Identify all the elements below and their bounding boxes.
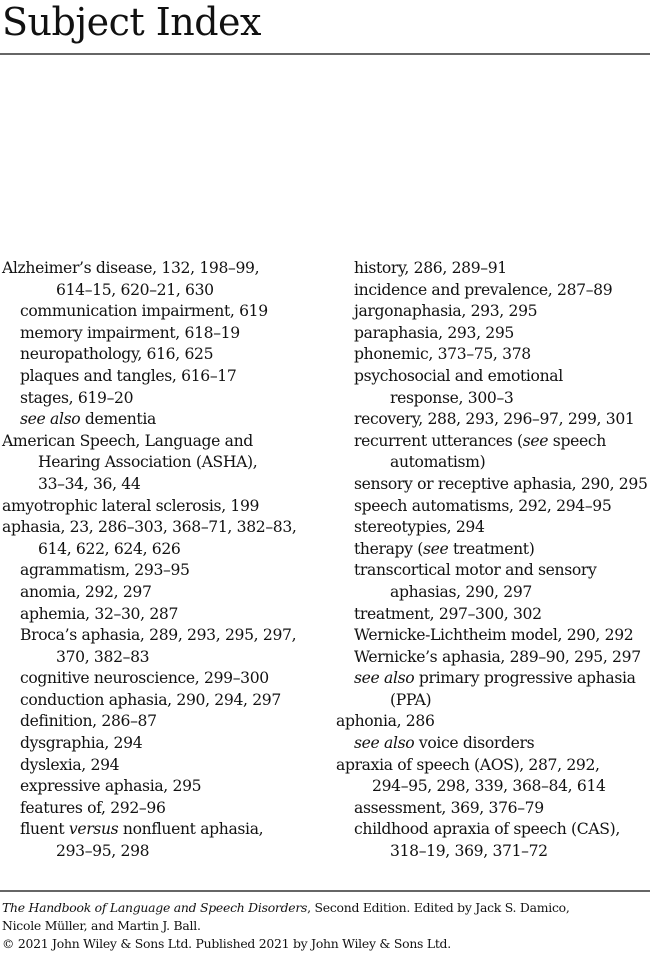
index-text: 33–34, 36, 44 xyxy=(38,474,141,493)
index-subheading xyxy=(2,755,322,777)
index-entry xyxy=(2,668,322,690)
index-text: primary progressive aphasia xyxy=(414,669,636,688)
index-entry-continuation xyxy=(2,474,322,496)
index-text: stages, 619–20 xyxy=(20,388,134,407)
index-text: Wernicke’s aphasia, 289–90, 295, 297 xyxy=(354,647,641,666)
index-subheading xyxy=(2,409,322,431)
index-subheading xyxy=(2,668,322,690)
cross-reference-term: see xyxy=(522,431,549,450)
index-entry xyxy=(2,409,322,431)
index-entry xyxy=(2,431,322,496)
index-text: anomia, 292, 297 xyxy=(20,582,152,601)
index-main-heading xyxy=(2,431,322,453)
index-text: expressive aphasia, 295 xyxy=(20,777,202,796)
title-divider xyxy=(0,53,650,55)
index-entry xyxy=(336,647,648,669)
footer-copyright: © 2021 John Wiley & Sons Ltd. Published 2021 by John Wiley & Sons Ltd. xyxy=(2,936,451,951)
index-text: conduction aphasia, 290, 294, 297 xyxy=(20,690,281,709)
index-main-heading xyxy=(2,496,322,518)
cross-reference-term: see xyxy=(422,539,449,558)
index-text: aphonia, 286 xyxy=(336,712,435,731)
index-entry xyxy=(2,388,322,410)
index-entry xyxy=(2,560,322,582)
index-entry xyxy=(336,539,648,561)
index-entry xyxy=(336,366,648,409)
index-entry xyxy=(336,258,648,280)
cross-reference-term: see also xyxy=(20,410,81,429)
index-text: childhood apraxia of speech (CAS), xyxy=(354,820,620,839)
index-entry xyxy=(336,604,648,626)
index-subheading xyxy=(2,733,322,755)
footer-divider xyxy=(0,890,650,892)
index-text: paraphasia, 293, 295 xyxy=(354,323,514,342)
index-text: 293–95, 298 xyxy=(56,842,150,861)
index-text: Broca’s aphasia, 289, 293, 295, 297, xyxy=(20,626,297,645)
index-text: 370, 382–83 xyxy=(56,647,150,666)
index-text: amyotrophic lateral sclerosis, 199 xyxy=(2,496,260,515)
cross-reference-term: versus xyxy=(68,820,119,839)
index-text: 294–95, 298, 339, 368–84, 614 xyxy=(372,777,606,796)
index-entry xyxy=(336,668,648,711)
index-text: voice disorders xyxy=(414,734,535,753)
book-title: The Handbook of Language and Speech Disorders xyxy=(2,900,308,915)
index-entry xyxy=(336,496,648,518)
index-text: history, 286, 289–91 xyxy=(354,259,507,277)
index-entry xyxy=(336,344,648,366)
index-subheading xyxy=(2,711,322,733)
index-text: memory impairment, 618–19 xyxy=(20,323,240,342)
index-entry xyxy=(336,431,648,474)
index-text: dysgraphia, 294 xyxy=(20,734,143,753)
index-text: speech xyxy=(548,431,606,450)
index-text: assessment, 369, 376–79 xyxy=(354,798,544,817)
index-text: 318–19, 369, 371–72 xyxy=(390,842,548,861)
index-text: treatment, 297–300, 302 xyxy=(354,604,542,623)
index-entry-continuation xyxy=(2,452,322,474)
index-subheading xyxy=(336,560,648,582)
index-text: therapy ( xyxy=(354,539,423,558)
page-title: Subject Index xyxy=(2,0,261,44)
index-text: neuropathology, 616, 625 xyxy=(20,345,214,364)
index-text: sensory or receptive aphasia, 290, 295 xyxy=(354,474,648,493)
index-subheading xyxy=(336,798,648,820)
index-text: Alzheimer’s disease, 132, 198–99, xyxy=(2,259,260,277)
index-text: apraxia of speech (AOS), 287, 292, xyxy=(336,755,600,774)
index-subheading xyxy=(2,690,322,712)
index-subheading xyxy=(336,668,648,690)
index-subheading xyxy=(336,474,648,496)
index-text: treatment) xyxy=(448,539,535,558)
index-text: communication impairment, 619 xyxy=(20,302,268,321)
index-entry xyxy=(2,733,322,755)
index-subheading xyxy=(2,582,322,604)
index-main-heading xyxy=(2,517,322,539)
index-entry xyxy=(336,409,648,431)
index-text: aphasias, 290, 297 xyxy=(390,582,532,601)
index-entry xyxy=(2,301,322,323)
index-entry-continuation xyxy=(2,647,322,669)
index-text: dyslexia, 294 xyxy=(20,755,120,774)
index-entry xyxy=(2,496,322,518)
index-text: definition, 286–87 xyxy=(20,712,157,731)
index-entry xyxy=(336,560,648,603)
index-subheading xyxy=(336,366,648,388)
index-text: features of, 292–96 xyxy=(20,798,166,817)
index-text: jargonaphasia, 293, 295 xyxy=(354,302,538,321)
index-text: aphemia, 32–30, 287 xyxy=(20,604,179,623)
index-subheading xyxy=(2,798,322,820)
footer-line-2: Nicole Müller, and Martin J. Ball. xyxy=(2,918,201,933)
index-entry xyxy=(2,798,322,820)
index-subheading xyxy=(336,819,648,841)
index-text: response, 300–3 xyxy=(390,388,514,407)
index-subheading xyxy=(336,431,648,453)
index-entry xyxy=(2,755,322,777)
index-entry xyxy=(336,733,648,755)
index-subheading xyxy=(2,776,322,798)
index-subheading xyxy=(336,539,648,561)
index-entry-continuation xyxy=(336,388,648,410)
index-text: 614–15, 620–21, 630 xyxy=(56,280,214,299)
index-entry xyxy=(336,625,648,647)
footer-line-1 xyxy=(2,899,570,917)
index-text: cognitive neuroscience, 299–300 xyxy=(20,669,269,688)
index-entry xyxy=(2,258,322,301)
index-entry xyxy=(2,517,322,560)
index-text: phonemic, 373–75, 378 xyxy=(354,345,531,364)
index-subheading xyxy=(2,301,322,323)
index-text: automatism) xyxy=(390,453,486,472)
index-main-heading xyxy=(2,258,322,280)
index-text: fluent xyxy=(20,820,69,839)
index-entry xyxy=(336,517,648,539)
index-entry xyxy=(2,344,322,366)
index-subheading xyxy=(336,517,648,539)
index-subheading xyxy=(336,625,648,647)
index-entry xyxy=(336,819,648,862)
index-subheading xyxy=(336,280,648,302)
index-text: Wernicke-Lichtheim model, 290, 292 xyxy=(354,626,634,645)
index-entry xyxy=(2,604,322,626)
index-column-left xyxy=(2,258,322,863)
index-subheading xyxy=(2,560,322,582)
index-entry xyxy=(2,625,322,668)
index-entry xyxy=(336,474,648,496)
index-subheading xyxy=(2,819,322,841)
index-entry-continuation xyxy=(336,841,648,863)
index-text: 614, 622, 624, 626 xyxy=(38,539,181,558)
cross-reference-term: see also xyxy=(354,734,415,753)
index-text: plaques and tangles, 616–17 xyxy=(20,366,237,385)
cross-reference-term: see also xyxy=(354,669,415,688)
index-column-right xyxy=(336,258,648,863)
index-entry xyxy=(2,323,322,345)
index-subheading xyxy=(336,647,648,669)
index-subheading xyxy=(336,344,648,366)
index-subheading xyxy=(2,366,322,388)
index-main-heading xyxy=(336,755,648,777)
index-entry xyxy=(2,690,322,712)
index-subheading xyxy=(2,344,322,366)
index-subheading xyxy=(336,733,648,755)
index-entry xyxy=(2,582,322,604)
index-entry xyxy=(2,366,322,388)
index-subheading xyxy=(2,625,322,647)
index-text: agrammatism, 293–95 xyxy=(20,561,190,580)
index-text: psychosocial and emotional xyxy=(354,366,563,385)
index-entry-continuation xyxy=(336,582,648,604)
index-text: recurrent utterances ( xyxy=(354,431,523,450)
index-entry-continuation xyxy=(2,841,322,863)
index-entry-continuation xyxy=(336,452,648,474)
index-text: dementia xyxy=(80,410,156,429)
footer-edition: , Second Edition. Edited by Jack S. Damico, xyxy=(307,900,570,915)
index-entry xyxy=(336,798,648,820)
index-entry xyxy=(336,301,648,323)
index-subheading xyxy=(336,258,648,280)
index-text: Hearing Association (ASHA), xyxy=(38,453,258,472)
index-entry-continuation xyxy=(2,280,322,302)
index-text: speech automatisms, 292, 294–95 xyxy=(354,496,612,515)
index-text: incidence and prevalence, 287–89 xyxy=(354,280,613,299)
index-entry xyxy=(336,755,648,798)
index-text: recovery, 288, 293, 296–97, 299, 301 xyxy=(354,410,635,429)
index-entry-continuation xyxy=(336,776,648,798)
index-subheading xyxy=(336,409,648,431)
index-subheading xyxy=(336,604,648,626)
index-text: American Speech, Language and xyxy=(2,431,253,450)
index-text: transcortical motor and sensory xyxy=(354,561,597,580)
index-text: nonfluent aphasia, xyxy=(118,820,264,839)
index-subheading xyxy=(336,496,648,518)
index-entry xyxy=(2,711,322,733)
index-text: stereotypies, 294 xyxy=(354,518,485,537)
index-entry-continuation xyxy=(336,690,648,712)
index-subheading xyxy=(336,323,648,345)
index-subheading xyxy=(2,604,322,626)
index-text: aphasia, 23, 286–303, 368–71, 382–83, xyxy=(2,518,297,537)
index-entry xyxy=(336,280,648,302)
index-subheading xyxy=(336,301,648,323)
index-entry xyxy=(2,819,322,862)
index-entry xyxy=(2,776,322,798)
index-subheading xyxy=(2,323,322,345)
index-main-heading xyxy=(336,711,648,733)
index-entry xyxy=(336,711,648,733)
index-text: (PPA) xyxy=(390,690,432,709)
index-subheading xyxy=(2,388,322,410)
footer xyxy=(2,899,570,953)
index-entry xyxy=(336,323,648,345)
index-entry-continuation xyxy=(2,539,322,561)
